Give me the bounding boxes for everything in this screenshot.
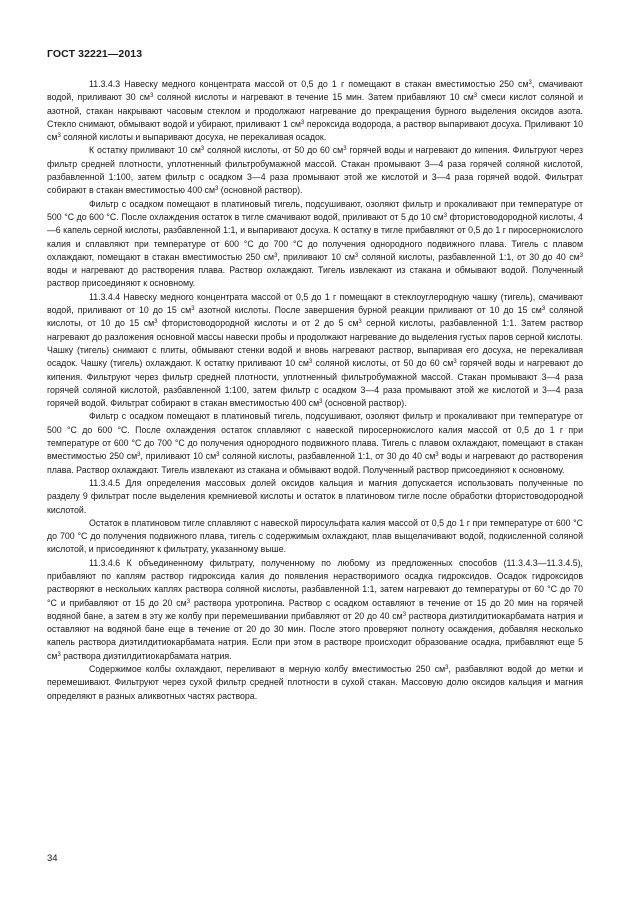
- paragraph-11-3-4-6: 11.3.4.6 К объединенному фильтрату, полученному по любому из предложенных способов (11.3.4.3—11.3.4.5), прибавляют по каплям раствор гидроксида калия до появления нерастворимого осадка гидроксидов. Осадок гидроксидов растворяют в нескольких каплях раствора соляной кислоты, разбавленной 1:1, затем нагревают до температуры от 60 °C до 70 °C и прибавляют от 15 до 20 $см^3$ раствора уротропина. Раствор с осадком оставляют в течение от 15 до 20 мин на горячей водяной бане, а затем в эту же колбу при перемешивании прибавляют от 20 до 40 $см^3$ раствора диэтилдитиокарбамата натрия и оставляют на водяной бане еще в течение от 20 до 30 мин. После этого проверяют полноту осаждения, добавляя несколько капель раствора диэтилдитиокарбамата натрия. Если при этом в растворе происходит образование осадка, прибавляют еще 5 $см^3$ раствора диэтилдитиокарбамата натрия.: [47, 557, 583, 661]
- paragraph-filter-fusion: Фильтр с осадком помещают в платиновый тигель, подсушивают, озоляют фильтр и прокаливают при температуре от 500 °C до 600 °C. После охлаждения остаток сплавляют с навеской пиросернокислого калия массой от 0,5 до 1 г при температуре от 600 °C до 700 °C до получения однородного подвижного плава. Тигель с плавом охлаждают, помещают в стакан вместимостью 250 $см^3$, приливают 10 $см^3$ соляной кислоты, разбавленной 1:1, от 30 до 40 $см^3$ воды и нагревают до растворения плава. Раствор охлаждают. Тигель извлекают из стакана и обмывают водой. Полученный раствор присоединяют к основному.: [47, 411, 583, 475]
- document-header: ГОСТ 32221—2013: [47, 48, 143, 60]
- paragraph-11-3-4-3: 11.3.4.3 Навеску медного концентрата массой от 0,5 до 1 г помещают в стакан вместимостью 250 $см^3$, смачивают водой, приливают 30 $см^3$ соляной кислоты и нагревают в течение 15 мин. Затем прибавляют 10 $см^3$ смеси кислот соляной и азотной, стакан накрывают часовым стеклом и продолжают нагревание до прекращения бурного выделения оксидов азота. Стекло снимают, обмывают водой и убирают, приливают 1 $см^3$ пероксида водорода, а раствор выпаривают досуха. Приливают 10 $см^3$ соляной кислоты и выпаривают досуха, не перекаливая осадок.: [47, 79, 583, 143]
- paragraph-11-3-4-5: 11.3.4.5 Для определения массовых долей оксидов кальция и магния допускается использовать полученные по разделу 9 фильтрат после выделения кремниевой кислоты и остаток в платиновом тигле после обработки фтористоводородной кислотой.: [47, 477, 583, 515]
- page-number: 34: [47, 853, 58, 864]
- paragraph-residue-pyrosulfate: Остаток в платиновом тигле сплавляют с навеской пиросульфата калия массой от 0,5 до 1 г при температуре от 600 °C до 700 °C до получения подвижного плава, тигель с содержимым охлаждают, плав выщелачивают водой, подкисленной соляной кислотой, и присоединяют к фильтрату, указанному выше.: [47, 517, 583, 555]
- document-body: [47, 78, 583, 703]
- paragraph-11-3-4-4: 11.3.4.4 Навеску медного концентрата массой от 0,5 до 1 г помещают в стеклоуглеродную чашку (тигель), смачивают водой, приливают от 10 до 15 $см^3$ азотной кислоты. После завершения бурной реакции приливают от 10 до 15 $см^3$ соляной кислоты, от 10 до 15 $см^3$ фтористоводородной кислоты и от 2 до 5 $см^3$ серной кислоты, разбавленной 1:1. Затем раствор нагревают до разложения основной массы навески пробы и продолжают нагревание до выделения густых паров серной кислоты. Чашку (тигель) снимают с плиты, обмывают стенки водой и вновь нагревают раствор, выпаривая его досуха, не перекаливая осадок. Чашку (тигель) охлаждают. К остатку приливают 10 $см^3$ соляной кислоты, от 50 до 60 $см^3$ горячей воды и нагревают до кипения. Фильтруют через фильтр средней плотности, уплотненный фильтробумажной массой. Стакан промывают 3—4 раза горячей соляной кислотой, разбавленной 1:100, затем фильтр с осадком 3—4 раза промывают этой же кислотой и 3—4 раза горячей водой. Фильтрат собирают в стакан вместимостью 400 $см^3$ (основной раствор).: [47, 291, 584, 409]
- paragraph-filter-ignition: Фильтр с осадком помещают в платиновый тигель, подсушивают, озоляют фильтр и прокаливают при температуре от 500 °C до 600 °C. После охлаждения остаток в тигле смачивают водой, приливают от 5 до 10 $см^3$ фтористоводородной кислоты, 4—6 капель серной кислоты, разбавленной 1:1, и выпаривают досуха. К остатку в тигле прибавляют от 0,5 до 1 г пиросернокислого калия и сплавляют при температуре от 600 °C до 700 °C до получения однородного подвижного плава. Тигель с плавом охлаждают, помещают в стакан вместимостью 250 $см^3$, приливают 10 $см^3$ соляной кислоты, разбавленной 1:1, от 30 до 40 $см^3$ воды и нагревают до растворения плава. Раствор охлаждают. Тигель извлекают из стакана и обмывают водой. Полученный раствор присоединяют к основному.: [47, 198, 583, 289]
- paragraph-flask-dilution: Содержимое колбы охлаждают, переливают в мерную колбу вместимостью 250 $см^3$, разбавляют водой до метки и перемешивают. Фильтруют через сухой фильтр средней плотности в сухой стакан. Массовую долю оксидов кальция и магния определяют в разных аликвотных частях раствора.: [47, 664, 583, 701]
- paragraph-residue-dissolution: К остатку приливают 10 $см^3$ соляной кислоты, от 50 до 60 $см^3$ горячей воды и нагревают до кипения. Фильтруют через фильтр средней плотности, уплотненный фильтробумажной массой. Стакан промывают 3—4 раза горячей соляной кислотой, разбавленной 1:100, затем фильтр с осадком 3—4 раза промывают этой же кислотой и 3—4 раза горячей водой. Фильтрат собирают в стакан вместимостью 400 $см^3$ (основной раствор).: [47, 145, 583, 196]
